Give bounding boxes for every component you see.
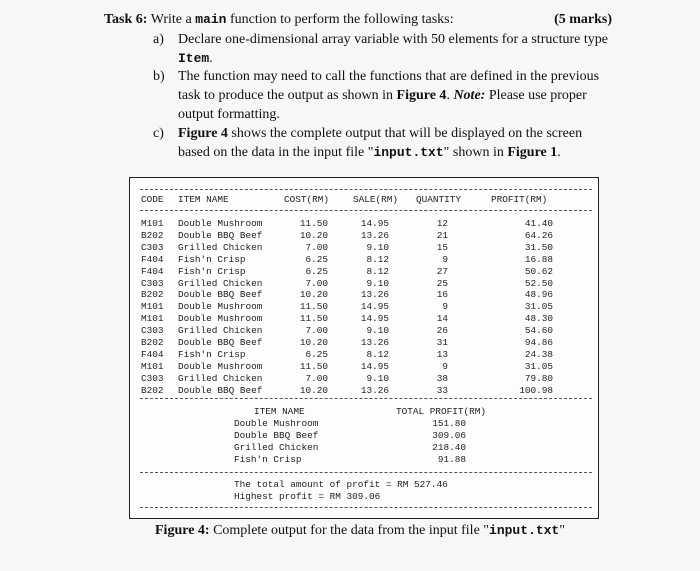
row-qty: 16 <box>436 289 448 301</box>
summary-header-item: ITEM NAME <box>254 406 305 417</box>
row-qty: 38 <box>436 372 448 384</box>
row-sale: 14.95 <box>360 218 389 229</box>
total-profit-line: The total amount of profit = RM 527.46 <box>234 479 448 490</box>
summary-profit: 91.88 <box>437 453 466 465</box>
row-sale: 8.12 <box>366 265 389 277</box>
divider <box>140 472 592 473</box>
row-code: F404 <box>141 265 164 277</box>
row-cost: 10.20 <box>299 229 328 241</box>
item-code: input.txt <box>373 145 444 160</box>
row-item: Double Mushroom <box>178 301 263 313</box>
row-profit: 54.60 <box>524 325 553 337</box>
row-item: Fish'n Crisp <box>178 348 246 360</box>
row-qty: 9 <box>442 253 448 265</box>
caption-text: Complete output for the data from the input file " <box>213 523 490 538</box>
row-qty: 27 <box>436 265 448 277</box>
figure-4-output <box>129 177 599 519</box>
item-label: b) <box>153 69 165 84</box>
highest-profit-line: Highest profit = RM 309.06 <box>234 491 381 502</box>
row-item: Grilled Chicken <box>178 372 263 384</box>
task-intro-code: main <box>195 12 227 27</box>
row-qty: 9 <box>442 301 448 313</box>
row-code: M101 <box>141 301 164 313</box>
task-item-b <box>153 67 613 124</box>
row-profit: 100.98 <box>519 384 553 396</box>
row-item: Grilled Chicken <box>178 325 263 337</box>
summary-item: Fish'n Crisp <box>234 453 302 465</box>
row-item: Double Mushroom <box>178 360 263 372</box>
row-cost: 7.00 <box>305 325 328 337</box>
row-qty: 33 <box>436 384 448 396</box>
row-sale: 9.10 <box>366 241 389 253</box>
row-qty: 26 <box>436 325 448 337</box>
header-sale: SALE(RM) <box>353 194 399 205</box>
item-end: . <box>209 51 213 66</box>
row-profit: 16.88 <box>524 253 553 265</box>
row-item: Double BBQ Beef <box>178 337 263 348</box>
item-label: a) <box>153 32 164 47</box>
summary-header-profit: TOTAL PROFIT(RM) <box>396 406 487 417</box>
row-profit: 64.26 <box>524 229 553 241</box>
row-cost: 7.00 <box>305 241 328 253</box>
caption-code: input.txt <box>489 523 560 538</box>
row-profit: 48.30 <box>524 313 553 325</box>
row-code: C303 <box>141 241 164 253</box>
row-cost: 10.20 <box>299 384 328 396</box>
summary-profit: 151.80 <box>432 418 466 429</box>
item-text-2: Please use proper output formatting. <box>178 88 587 122</box>
task-marks: (5 marks) <box>554 12 612 27</box>
row-cost: 11.50 <box>299 301 328 313</box>
row-sale: 13.26 <box>360 384 389 396</box>
row-profit: 48.96 <box>524 289 553 301</box>
summary-item: Grilled Chicken <box>234 441 319 453</box>
row-sale: 8.12 <box>366 253 389 265</box>
task-intro-suffix: function to perform the following tasks: <box>229 12 454 27</box>
row-profit: 31.05 <box>524 360 553 372</box>
row-cost: 6.25 <box>305 253 328 265</box>
row-item: Double Mushroom <box>178 218 263 229</box>
row-cost: 6.25 <box>305 265 328 277</box>
row-code: F404 <box>141 253 164 265</box>
figure-ref: Figure 4 <box>178 126 228 141</box>
divider <box>140 507 592 508</box>
row-sale: 9.10 <box>366 277 389 289</box>
row-cost: 7.00 <box>305 372 328 384</box>
summary-profit: 218.40 <box>432 441 466 453</box>
summary-item: Double Mushroom <box>234 418 319 429</box>
row-item: Fish'n Crisp <box>178 265 246 277</box>
item-code: Item <box>178 51 210 66</box>
row-code: B202 <box>141 229 164 241</box>
row-qty: 12 <box>436 218 448 229</box>
row-qty: 31 <box>436 337 448 348</box>
row-code: C303 <box>141 325 164 337</box>
row-code: B202 <box>141 384 164 396</box>
row-qty: 21 <box>436 229 448 241</box>
row-profit: 79.80 <box>524 372 553 384</box>
row-sale: 13.26 <box>360 337 389 348</box>
item-text-2: " shown in <box>443 145 504 160</box>
row-code: M101 <box>141 218 164 229</box>
row-item: Grilled Chicken <box>178 277 263 289</box>
row-sale: 9.10 <box>366 372 389 384</box>
row-profit: 50.62 <box>524 265 553 277</box>
row-code: C303 <box>141 372 164 384</box>
row-item: Double Mushroom <box>178 313 263 325</box>
row-sale: 13.26 <box>360 229 389 241</box>
header-cost: COST(RM) <box>284 194 330 205</box>
header-code: CODE <box>141 194 164 205</box>
row-item: Double BBQ Beef <box>178 229 263 241</box>
figure-caption <box>155 522 575 540</box>
caption-label: Figure 4: <box>155 523 210 538</box>
item-text: The function may need to call the functions that are defined in the previous task to produce the output as shown in <box>178 69 600 103</box>
row-code: M101 <box>141 360 164 372</box>
row-sale: 9.10 <box>366 325 389 337</box>
item-text: Declare one-dimensional array variable with 50 elements for a structure type <box>178 32 608 47</box>
row-sale: 13.26 <box>360 289 389 301</box>
row-profit: 52.50 <box>524 277 553 289</box>
row-sale: 14.95 <box>360 360 389 372</box>
divider <box>140 189 592 190</box>
summary-profit: 309.06 <box>432 429 466 441</box>
row-profit: 24.38 <box>524 348 553 360</box>
row-code: F404 <box>141 348 164 360</box>
item-mid: . <box>446 88 450 103</box>
row-cost: 6.25 <box>305 348 328 360</box>
row-qty: 9 <box>442 360 448 372</box>
task-title: Task 6: <box>104 12 148 27</box>
row-sale: 8.12 <box>366 348 389 360</box>
header-item: ITEM NAME <box>178 194 229 205</box>
row-cost: 11.50 <box>299 218 328 229</box>
row-cost: 11.50 <box>299 360 328 372</box>
row-qty: 25 <box>436 277 448 289</box>
row-item: Double BBQ Beef <box>178 384 263 396</box>
figure-ref: Figure 4 <box>396 88 447 103</box>
row-cost: 11.50 <box>299 313 328 325</box>
item-end: . <box>557 145 561 160</box>
row-qty: 15 <box>436 241 448 253</box>
row-cost: 10.20 <box>299 337 328 348</box>
summary-item: Double BBQ Beef <box>234 429 319 441</box>
divider <box>140 398 592 399</box>
note-label: Note: <box>453 88 486 103</box>
task-item-c <box>153 124 613 162</box>
row-profit: 31.05 <box>524 301 553 313</box>
header-qty: QUANTITY <box>416 194 462 205</box>
row-profit: 31.50 <box>524 241 553 253</box>
divider <box>140 210 592 211</box>
row-cost: 7.00 <box>305 277 328 289</box>
row-code: C303 <box>141 277 164 289</box>
row-qty: 14 <box>436 313 448 325</box>
task-item-a <box>153 30 613 68</box>
row-profit: 41.40 <box>524 218 553 229</box>
row-qty: 13 <box>436 348 448 360</box>
row-code: B202 <box>141 337 164 348</box>
caption-end: " <box>559 523 565 538</box>
row-sale: 14.95 <box>360 313 389 325</box>
console-output <box>130 178 598 518</box>
row-item: Grilled Chicken <box>178 241 263 253</box>
item-label: c) <box>153 126 164 141</box>
task-intro-prefix: Write a <box>150 12 192 27</box>
row-code: B202 <box>141 289 164 301</box>
row-profit: 94.86 <box>524 337 553 348</box>
row-sale: 14.95 <box>360 301 389 313</box>
figure-ref-2: Figure 1 <box>507 145 558 160</box>
row-cost: 10.20 <box>299 289 328 301</box>
row-item: Double BBQ Beef <box>178 289 263 301</box>
header-profit: PROFIT(RM) <box>491 194 548 205</box>
item-text: shows the complete output that will be displayed on the screen based on the data in the input file " <box>178 126 583 160</box>
row-code: M101 <box>141 313 164 325</box>
row-item: Fish'n Crisp <box>178 253 246 265</box>
task-heading <box>104 10 612 29</box>
